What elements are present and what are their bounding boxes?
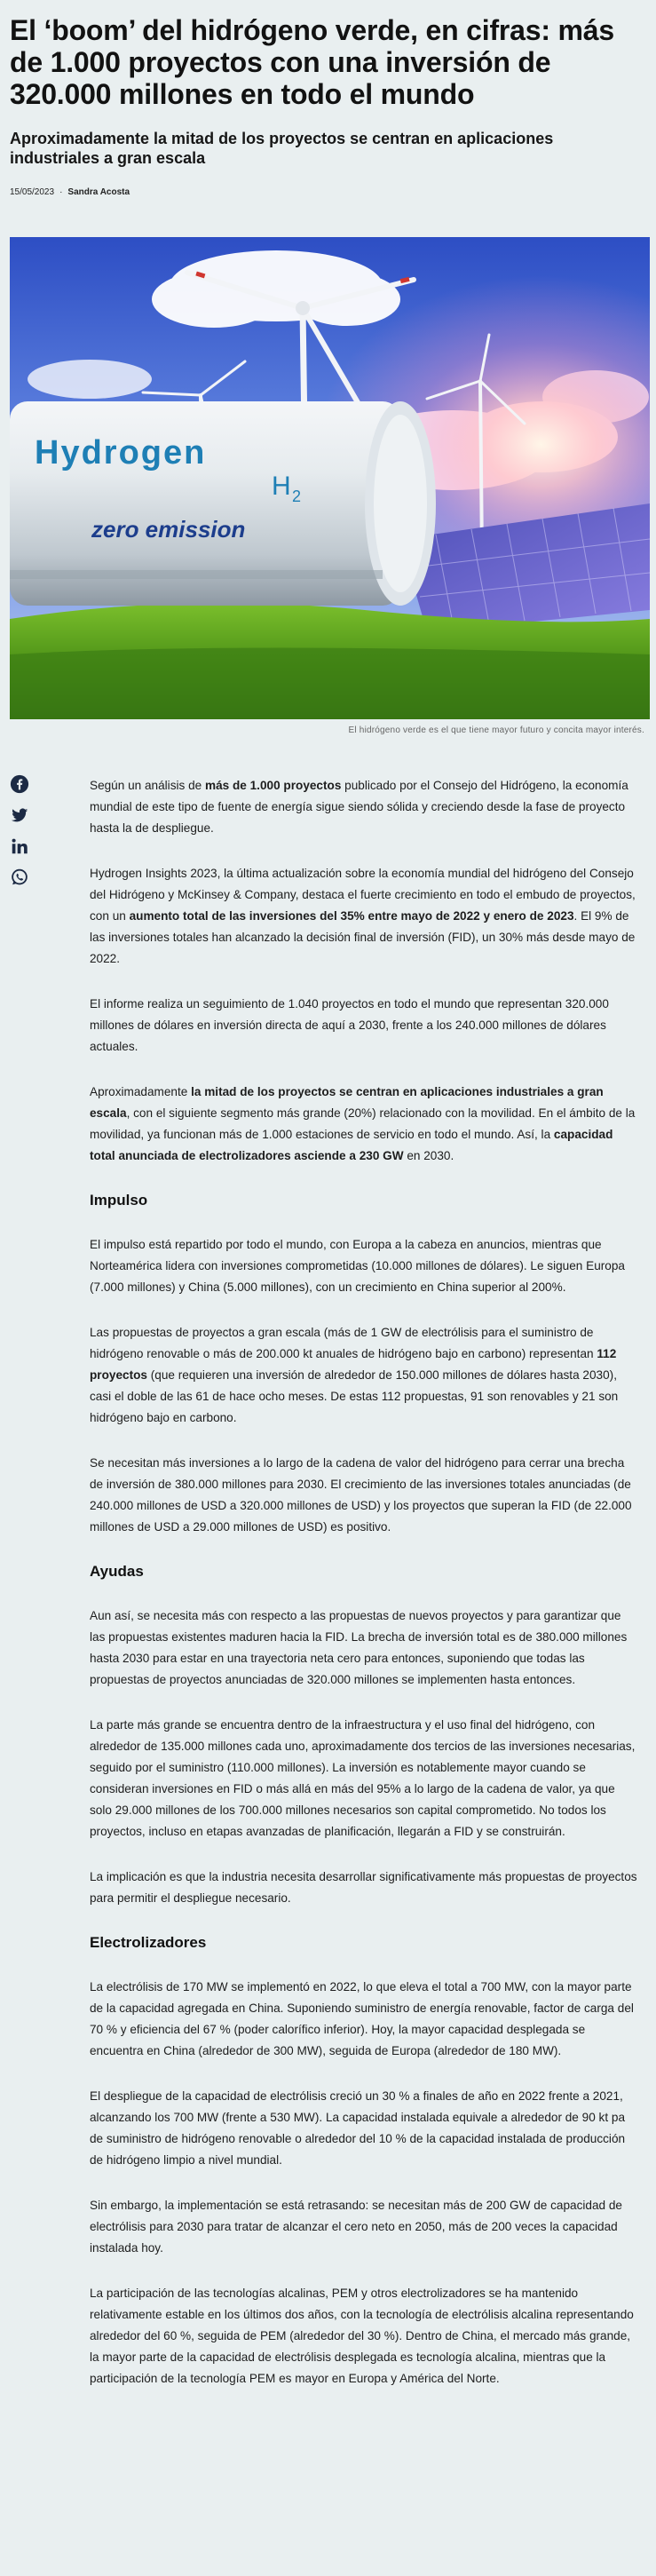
heading-impulso: Impulso xyxy=(90,1192,148,1209)
article-title: El ‘boom’ del hidrógeno verde, en cifras: más de 1.000 proyectos con una inversión de 320.000 millones en todo el mundo xyxy=(10,14,614,110)
meta-separator: · xyxy=(59,187,63,197)
paragraph-5: El impulso está repartido por todo el mundo, con Europa a la cabeza en anuncios, mientras que Norteamérica lidera con inversiones comprometidas (10.000 millones de dólares). Le siguen Europa (7.000 millones) y China (5.000 millones), con un crecimiento en China superior al 200%. xyxy=(90,1238,625,1294)
article-body xyxy=(90,775,637,2414)
paragraph-3: El informe realiza un seguimiento de 1.040 proyectos en todo el mundo que representan 320.000 millones de dólares en inversión directa de aquí a 2030, frente a los 240.000 millones de dólares actuales. xyxy=(90,997,609,1053)
linkedin-icon[interactable] xyxy=(10,836,29,856)
paragraph-14: La participación de las tecnologías alcalinas, PEM y otros electrolizadores se ha mantenido relativamente estable en los últimos dos años, con la tecnología de electrólisis alcalina representando alrededor del 60 %, seguida de PEM (alrededor del 30 %). Dentro de China, el mercado más grande, la mayor parte de la capacidad de electrólisis desplegada es tecnología alcalina, mientras que la participación de la tecnología PEM es mayor en Europa y América del Norte. xyxy=(90,2287,634,2385)
whatsapp-icon[interactable] xyxy=(10,868,29,887)
tank-formula-h: H xyxy=(272,472,291,501)
facebook-icon[interactable] xyxy=(10,774,29,794)
heading-electrolizadores: Electrolizadores xyxy=(90,1934,207,1951)
paragraph-7: Se necesitan más inversiones a lo largo de la cadena de valor del hidrógeno para cerrar una brecha de inversión de 380.000 millones para 2030. El crecimiento de las inversiones totales anunciadas (de 240.000 millones de USD a 320.000 millones de USD) y los proyectos que superan la FID (de 22.000 millones de USD a 29.000 millones de USD) es positivo. xyxy=(90,1456,632,1534)
paragraph-11: La electrólisis de 170 MW se implementó en 2022, lo que eleva el total a 700 MW, con la mayor parte de la capacidad agregada en China. Suponiendo suministro de energía renovable, factor de carga del 70 % y eficiencia del 67 % (poder calorífico inferior). Hoy, la mayor capacidad desplegada se encuentra en China (alrededor de 300 MW), seguida de Europa (alrededor de 180 MW). xyxy=(90,1980,634,2057)
paragraph-1: Según un análisis de más de 1.000 proyectos publicado por el Consejo del Hidrógeno, la economía mundial de este tipo de fuente de energía sigue siendo sólida y creciendo desde la fase de proyecto hasta la de despliegue. xyxy=(90,779,628,835)
author-link[interactable]: Sandra Acosta xyxy=(67,187,130,197)
hero-image xyxy=(10,237,650,719)
paragraph-2: Hydrogen Insights 2023, la última actualización sobre la economía mundial del hidrógeno del Consejo del Hidrógeno y McKinsey & Company, destaca el fuerte crecimiento en todo el embudo de proyectos, con un aumento total de las inversiones del 35% entre mayo de 2022 y enero de 2023. El 9% de las inversiones totales han alcanzado la decisión final de inversión (FID), un 30% más desde mayo de 2022. xyxy=(90,867,636,965)
image-caption: El hidrógeno verde es el que tiene mayor futuro y concita mayor interés. xyxy=(348,725,644,735)
paragraph-8: Aun así, se necesita más con respecto a las propuestas de nuevos proyectos y para garantizar que las propuestas existentes maduren hacia la FID. La brecha de inversión total es de 380.000 millones hasta 2030 para estar en una trayectoria neta cero para entonces, suponiendo que todas las propuestas de proyectos anunciadas de 320.000 millones se implementen hasta entonces. xyxy=(90,1609,628,1686)
tank-formula-sub: 2 xyxy=(292,487,302,505)
article-meta xyxy=(10,187,646,197)
article-header xyxy=(0,0,656,197)
publish-date: 15/05/2023 xyxy=(10,187,55,197)
article-subtitle: Aproximadamente la mitad de los proyectos se centran en aplicaciones industriales a gran escala xyxy=(10,130,554,167)
share-bar xyxy=(10,774,31,899)
heading-ayudas: Ayudas xyxy=(90,1563,144,1580)
paragraph-9: La parte más grande se encuentra dentro de la infraestructura y el uso final del hidrógeno, con alrededor de 135.000 millones cada uno, aproximadamente dos tercios de las inversiones necesarias, seguido por el suministro (110.000 millones). La inversión es notablemente mayor cuando se consideran inversiones en FID o más allá en más del 95% a lo largo de la cadena de valor, ya que solo 29.000 millones de los 700.000 millones necesarios son capital comprometido. No todos los proyectos, incluso en etapas avanzadas de planificación, llegarán a FID y se construirán. xyxy=(90,1718,636,1838)
tank-brand-text: Hydrogen xyxy=(35,434,207,472)
paragraph-13: Sin embargo, la implementación se está retrasando: se necesitan más de 200 GW de capacidad de electrólisis para 2030 para tratar de alcanzar el cero neto en 2050, más de 200 veces la capacidad instalada hoy. xyxy=(90,2199,622,2255)
paragraph-12: El despliegue de la capacidad de electrólisis creció un 30 % a finales de año en 2022 frente a 2021, alcanzando los 700 MW (frente a 530 MW). La capacidad instalada equivale a alrededor de 90 kt pa de suministro de hidrógeno renovable o alrededor del 10 % de la capacidad instalada de producción de hidrógeno limpio a nivel mundial. xyxy=(90,2089,626,2167)
twitter-icon[interactable] xyxy=(10,805,29,825)
paragraph-10: La implicación es que la industria necesita desarrollar significativamente más propuestas de proyectos para permitir el despliegue necesario. xyxy=(90,1870,637,1905)
paragraph-6: Las propuestas de proyectos a gran escala (más de 1 GW de electrólisis para el suministro de hidrógeno renovable o más de 200.000 kt anuales de hidrógeno bajo en carbono) representan 112 proyectos (que requieren una inversión de alrededor de 150.000 millones de dólares hasta 2030), casi el doble de las 61 de hace ocho meses. De estas 112 propuestas, 91 son renovables y 21 son hidrógeno bajo en carbono. xyxy=(90,1326,619,1424)
paragraph-4: Aproximadamente la mitad de los proyectos se centran en aplicaciones industriales a gran escala, con el siguiente segmento más grande (20%) relacionado con la movilidad. En el ámbito de la movilidad, ya funcionan más de 1.000 estaciones de servicio en todo el mundo. Así, la capacidad total anunciada de electrolizadores asciende a 230 GW en 2030. xyxy=(90,1085,636,1162)
tank-subtext: zero emission xyxy=(91,516,246,543)
